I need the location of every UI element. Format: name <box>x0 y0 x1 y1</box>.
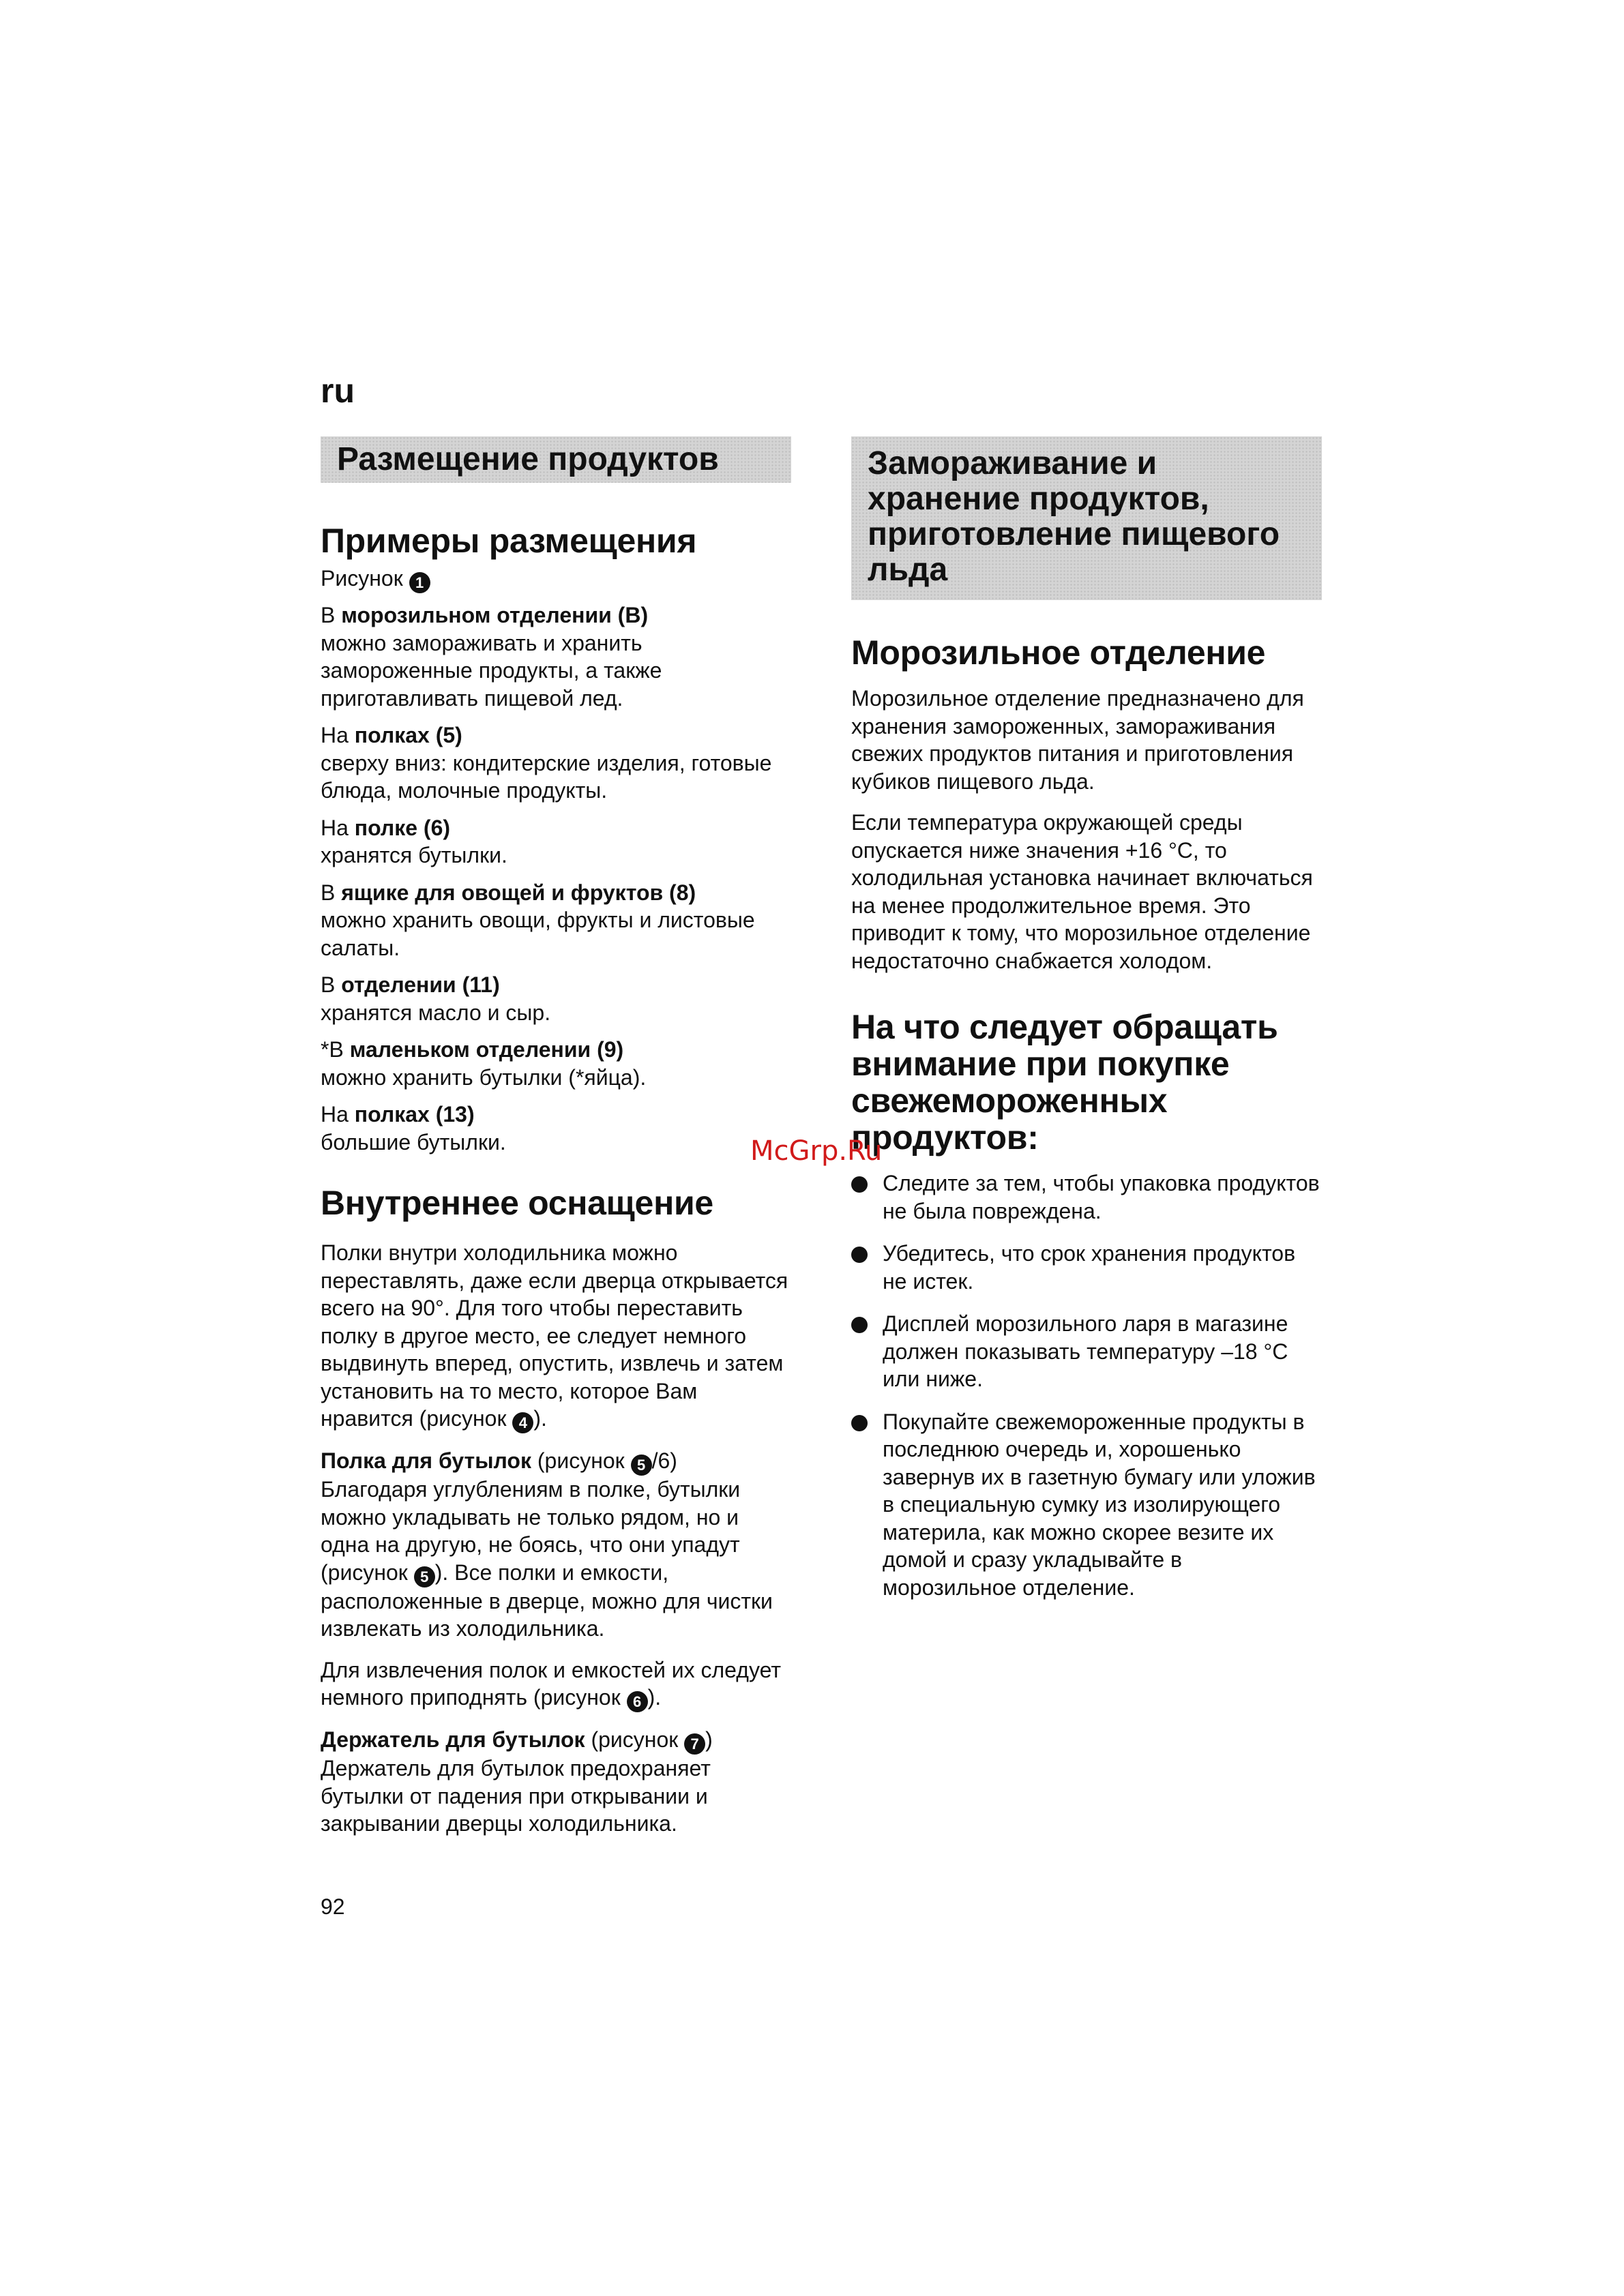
placement-item <box>321 879 791 962</box>
item-text: сверху вниз: кондитерские изделия, готовые блюда, молочные продукты. <box>321 750 772 803</box>
item-prefix: На <box>321 815 355 840</box>
figure-ref-end: ) <box>705 1727 713 1752</box>
paragraph-bold-title: Держатель для бутылок <box>321 1727 585 1752</box>
item-bold: полках (13) <box>354 1102 475 1127</box>
figure-ref-text: (рисунок <box>585 1727 685 1752</box>
paragraph-text: Полки внутри холодильника можно переставлять, даже если дверца открывается всего на 90°. Для того чтобы переставить полку в другое место, ее следует немного выдвинуть вперед, опустить, извлечь и затем установить на то место, которое Вам нравится (рисунок <box>321 1240 788 1431</box>
figure-label: Рисунок <box>321 566 403 591</box>
bottle-holder-paragraph <box>321 1726 791 1838</box>
heading-interior-equipment: Внутреннее оснащение <box>321 1184 713 1222</box>
item-bold: полке (6) <box>354 815 451 840</box>
removal-paragraph <box>321 1656 791 1713</box>
bullet-icon <box>851 1247 868 1263</box>
item-bold: морозильном отделении (B) <box>341 603 649 627</box>
list-item <box>851 1169 1322 1225</box>
heading-placement-examples: Примеры размещения <box>321 522 697 560</box>
right-section-banner: Замораживание и хранение продуктов, приготовление пищевого льда <box>851 436 1322 600</box>
placement-item <box>321 601 791 712</box>
figure-ref-text: (рисунок <box>531 1448 631 1473</box>
heading-buying-frozen: На что следует обращать внимание при покупке свежемороженных продуктов: <box>851 1008 1278 1157</box>
figure-ref-end: /6) <box>651 1448 677 1473</box>
item-bold: ящике для овощей и фруктов (8) <box>341 880 696 905</box>
list-item <box>851 1240 1322 1295</box>
paragraph-text: ). Все полки и емкости, расположенные в дверце, можно для чистки извлекать из холодильника. <box>321 1560 773 1641</box>
list-item <box>851 1408 1322 1602</box>
bullet-icon <box>851 1176 868 1193</box>
buying-tips-list <box>851 1169 1322 1601</box>
item-bold: отделении (11) <box>341 972 500 997</box>
list-item-text: Убедитесь, что срок хранения продуктов не истек. <box>883 1241 1296 1294</box>
item-prefix: В <box>321 972 342 997</box>
watermark-text: McGrp.Ru <box>750 1135 883 1167</box>
item-bold: полках (5) <box>354 723 462 747</box>
item-text: большие бутылки. <box>321 1129 506 1154</box>
figure-number-badge: 1 <box>409 572 430 593</box>
placement-item <box>321 814 791 869</box>
figure-number-badge: 7 <box>684 1733 705 1755</box>
item-prefix: В <box>321 880 342 905</box>
paragraph-text: Благодаря углублениям в полке, бутылки можно укладывать не только рядом, но и одна на другую, не боясь, что они упадут (рисунок <box>321 1477 741 1585</box>
paragraph-text: Для извлечения полок и емкостей их следует немного приподнять (рисунок <box>321 1657 781 1710</box>
figure-number-badge: 6 <box>627 1691 648 1712</box>
figure-ref <box>321 565 791 593</box>
interior-paragraph <box>321 1239 791 1433</box>
item-prefix: В <box>321 603 342 627</box>
figure-number-badge: 5 <box>631 1455 652 1476</box>
right-column <box>851 436 1322 1601</box>
bullet-icon <box>851 1415 868 1431</box>
paragraph-end: ). <box>647 1685 662 1710</box>
list-item-text: Следите за тем, чтобы упаковка продуктов не была повреждена. <box>883 1171 1320 1223</box>
bottle-shelf-paragraph <box>321 1447 791 1643</box>
figure-number-badge: 4 <box>512 1412 533 1433</box>
placement-item <box>321 1036 791 1091</box>
item-prefix: На <box>321 1102 355 1127</box>
paragraph-body: Держатель для бутылок предохраняет бутылки от падения при открывании и закрывании дверцы холодильника. <box>321 1756 711 1836</box>
temperature-paragraph: Если температура окружающей среды опускается ниже значения +16 °C, то холодильная установка начинает включаться на менее продолжительное время. Это приводит к тому, что морозильное отделение недостаточно снабжается холодом. <box>851 810 1313 973</box>
paragraph-end: ). <box>533 1406 547 1431</box>
bullet-icon <box>851 1317 868 1333</box>
placement-item <box>321 721 791 805</box>
list-item <box>851 1310 1322 1393</box>
item-text: хранятся бутылки. <box>321 843 507 867</box>
item-text: можно хранить овощи, фрукты и листовые салаты. <box>321 908 755 960</box>
heading-freezer-compartment: Морозильное отделение <box>851 633 1266 672</box>
placement-item <box>321 1101 791 1156</box>
placement-item <box>321 971 791 1026</box>
page-number: 92 <box>321 1894 345 1919</box>
item-prefix: *В <box>321 1037 350 1062</box>
list-item-text: Покупайте свежемороженные продукты в последнюю очередь и, хорошенько завернув их в газетную бумагу или уложив в специальную сумку из изолирующего материла, как можно скорее везите их домой и сразу укладывайте в морозильное отделение. <box>883 1409 1316 1600</box>
figure-number-badge: 5 <box>414 1566 435 1587</box>
left-section-banner: Размещение продуктов <box>321 436 791 483</box>
paragraph-bold-title: Полка для бутылок <box>321 1448 531 1473</box>
placement-items <box>321 601 791 1156</box>
paragraph-body <box>321 1476 791 1643</box>
item-prefix: На <box>321 723 355 747</box>
item-bold: маленьком отделении (9) <box>349 1037 624 1062</box>
item-text: хранятся масло и сыр. <box>321 1000 551 1025</box>
list-item-text: Дисплей морозильного ларя в магазине должен показывать температуру –18 °C или ниже. <box>883 1311 1288 1391</box>
item-text: можно хранить бутылки (*яйца). <box>321 1064 647 1090</box>
left-column <box>321 436 791 1838</box>
language-tag: ru <box>321 372 355 410</box>
item-text: можно замораживать и хранить замороженные продукты, а также приготавливать пищевой лед. <box>321 630 662 711</box>
freezer-paragraph: Морозильное отделение предназначено для хранения замороженных, замораживания свежих продуктов питания и приготовления кубиков пищевого льда. <box>851 686 1304 794</box>
